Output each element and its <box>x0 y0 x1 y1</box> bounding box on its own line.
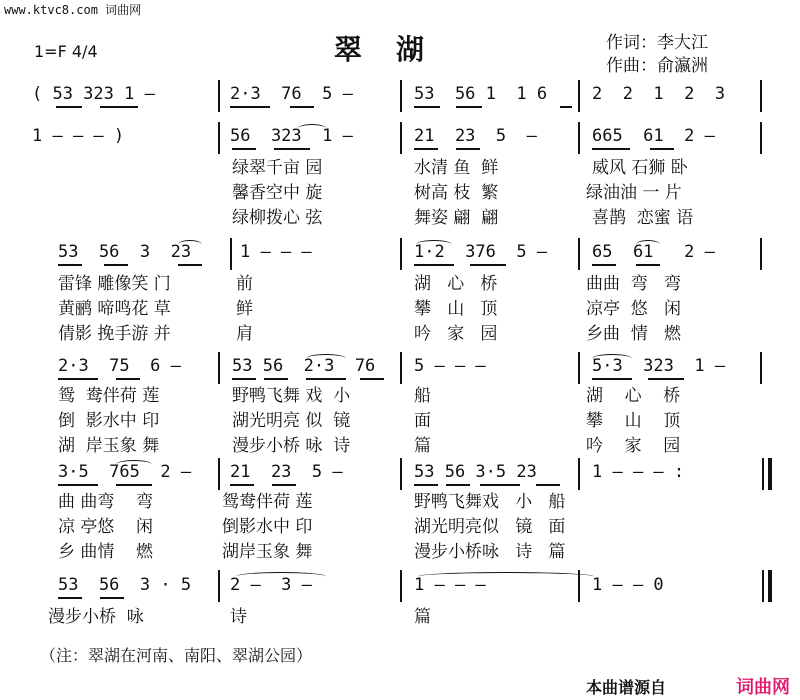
lyric-line: 漫步小桥 咏 <box>48 607 144 627</box>
slur <box>236 572 326 581</box>
lyric-line: 面 <box>414 411 431 431</box>
underline <box>592 264 616 266</box>
measure: 665 61 2 — <box>592 126 715 146</box>
lyric-line: 倒影水中 印 <box>222 517 313 537</box>
lyric-line: 绿柳拨心 弦 <box>232 208 323 228</box>
underline <box>116 378 140 380</box>
brand-logo: 词曲网 <box>736 677 790 698</box>
barline <box>218 458 220 490</box>
lyric-line: 喜鹊 恋蜜 语 <box>592 208 694 228</box>
lyric-line: 吟 家 园 <box>586 436 681 456</box>
barline <box>218 80 220 112</box>
lyric-line: 鸳 鸯伴荷 莲 <box>58 386 160 406</box>
underline <box>272 484 296 486</box>
measure: 1 — — — <box>414 575 486 595</box>
underline <box>360 378 384 380</box>
barline <box>578 352 580 384</box>
underline <box>58 484 98 486</box>
lyric-line: 湖光明亮 似 镜 <box>232 411 351 431</box>
measure: 56 323 1 — <box>230 126 353 146</box>
underline <box>592 148 630 150</box>
slur <box>416 240 452 249</box>
lyric-line: 凉 亭悠 闲 <box>58 517 154 537</box>
lyric-line: 倒 影水中 印 <box>58 411 160 431</box>
lyricist: 作词：李大江 <box>606 33 708 53</box>
measure: 1 — — 0 <box>592 575 664 595</box>
underline <box>414 148 438 150</box>
lyric-line: 威风 石狮 卧 <box>592 158 688 178</box>
underline <box>100 597 124 599</box>
measure: 53 56 1 1 6 <box>414 84 548 104</box>
underline <box>456 106 482 108</box>
measure: 1 — — — <box>240 242 312 262</box>
song-title: 翠湖 <box>334 33 459 66</box>
key-signature: 1=F 4/4 <box>34 42 98 61</box>
measure: 5 — — — <box>414 356 486 376</box>
lyric-line: 绿翠千亩 园 <box>232 158 323 178</box>
barline <box>218 122 220 154</box>
slur <box>592 354 632 363</box>
lyric-line: 湖 心 桥 <box>586 386 681 406</box>
barline <box>400 352 402 384</box>
measure: 53 56 2·3 76 <box>232 356 376 376</box>
barline <box>578 458 580 490</box>
underline <box>232 378 256 380</box>
lyric-line: 曲 曲弯 弯 <box>58 492 154 512</box>
barline <box>760 238 762 270</box>
lyric-line: 肩 <box>236 324 253 344</box>
lyric-line: 乡 曲情 燃 <box>58 542 154 562</box>
lyric-line: 舞姿 翩 翩 <box>414 208 499 228</box>
lyric-line: 湖 心 桥 <box>414 274 498 294</box>
measure: 3·5 765 2 — <box>58 462 192 482</box>
underline <box>636 264 660 266</box>
underline <box>648 378 684 380</box>
barline <box>760 122 762 154</box>
lyric-line: 曲曲 弯 弯 <box>586 274 682 294</box>
barline <box>400 238 402 270</box>
lyric-line: 野鸭飞舞 戏 小 <box>232 386 351 406</box>
lyric-line: 雷锋 雕像笑 门 <box>58 274 171 294</box>
slur <box>116 460 152 469</box>
slur <box>418 572 594 581</box>
underline <box>230 484 254 486</box>
lyric-line: 湖岸玉象 舞 <box>222 542 313 562</box>
slur <box>298 124 326 133</box>
repeat-barline <box>768 458 772 490</box>
lyric-line: 漫步小桥 咏 诗 <box>232 436 351 456</box>
measure: 1·2 376 5 — <box>414 242 548 262</box>
measure: ( 53 323 1 — <box>32 84 155 104</box>
underline <box>592 378 632 380</box>
lyric-line: 树高 枝 繁 <box>414 183 499 203</box>
measure: 53 56 3 23 <box>58 242 192 262</box>
measure: 21 23 5 — <box>230 462 343 482</box>
barline <box>760 80 762 112</box>
underline <box>414 264 454 266</box>
lyric-line: 倩影 挽手游 并 <box>58 324 171 344</box>
lyric-line: 篇 <box>414 607 431 627</box>
lyric-line: 水清 鱼 鲜 <box>414 158 499 178</box>
measure: 5·3 323 1 — <box>592 356 726 376</box>
underline <box>536 484 560 486</box>
barline <box>400 80 402 112</box>
lyric-line: 攀 山 顶 <box>414 299 498 319</box>
lyric-line: 吟 家 园 <box>414 324 498 344</box>
site-watermark: www.ktvc8.com 词曲网 <box>4 3 142 17</box>
measure: 1 — — — ) <box>32 126 125 146</box>
measure: 2 — 3 — <box>230 575 312 595</box>
slur <box>306 354 346 363</box>
underline <box>116 484 152 486</box>
barline <box>760 352 762 384</box>
underline <box>232 148 256 150</box>
underline <box>58 378 98 380</box>
lyric-line: 湖 岸玉象 舞 <box>58 436 160 456</box>
underline <box>480 484 520 486</box>
slur <box>178 240 202 249</box>
barline <box>578 80 580 112</box>
barline <box>218 352 220 384</box>
underline <box>470 264 506 266</box>
composer: 作曲：俞瀛洲 <box>606 56 708 76</box>
lyric-line: 乡曲 情 燃 <box>586 324 682 344</box>
underline <box>456 148 480 150</box>
measure: 53 56 3 · 5 <box>58 575 192 595</box>
footnote: （注：翠湖在河南、南阳、翠湖公园） <box>40 646 313 665</box>
lyric-line: 鸳鸯伴荷 莲 <box>222 492 313 512</box>
underline <box>414 106 440 108</box>
measure: 53 56 3·5 23 <box>414 462 537 482</box>
lyric-line: 凉亭 悠 闲 <box>586 299 682 319</box>
lyric-line: 篇 <box>414 436 431 456</box>
underline <box>58 597 82 599</box>
underline <box>56 106 82 108</box>
lyric-line: 绿油油 一 片 <box>586 183 682 203</box>
underline <box>414 484 438 486</box>
lyric-line: 攀 山 顶 <box>586 411 681 431</box>
underline <box>100 106 138 108</box>
barline <box>578 122 580 154</box>
slur <box>636 240 660 249</box>
measure: 2·3 76 5 — <box>230 84 353 104</box>
barline <box>762 570 764 602</box>
barline <box>400 458 402 490</box>
underline <box>290 106 314 108</box>
barline <box>578 238 580 270</box>
final-barline <box>768 570 772 602</box>
underline <box>178 264 202 266</box>
measure: 21 23 5 — <box>414 126 537 146</box>
lyric-line: 漫步小桥咏 诗 篇 <box>414 542 566 562</box>
measure: 2 2 1 2 3 <box>592 84 726 104</box>
barline <box>400 122 402 154</box>
barline <box>400 570 402 602</box>
underline <box>58 264 82 266</box>
measure: 2·3 75 6 — <box>58 356 181 376</box>
underline <box>104 264 128 266</box>
lyric-line: 黄鹂 啼鸣花 草 <box>58 299 171 319</box>
underline <box>264 378 288 380</box>
lyric-line: 诗 <box>230 607 247 627</box>
underline <box>306 378 346 380</box>
measure: 65 61 2 — <box>592 242 715 262</box>
underline <box>230 106 270 108</box>
lyric-line: 前 <box>236 274 253 294</box>
barline <box>762 458 764 490</box>
underline <box>560 106 572 108</box>
measure: 1 — — — : <box>592 462 685 482</box>
lyric-line: 湖光明亮似 镜 面 <box>414 517 566 537</box>
lyric-line: 鲜 <box>236 299 253 319</box>
barline <box>230 238 232 270</box>
underline <box>650 148 674 150</box>
lyric-line: 船 <box>414 386 431 406</box>
source-label: 本曲谱源自 <box>586 678 667 697</box>
barline <box>218 570 220 602</box>
lyric-line: 野鸭飞舞戏 小 船 <box>414 492 566 512</box>
lyric-line: 馨香空中 旋 <box>232 183 323 203</box>
underline <box>274 148 310 150</box>
underline <box>446 484 470 486</box>
